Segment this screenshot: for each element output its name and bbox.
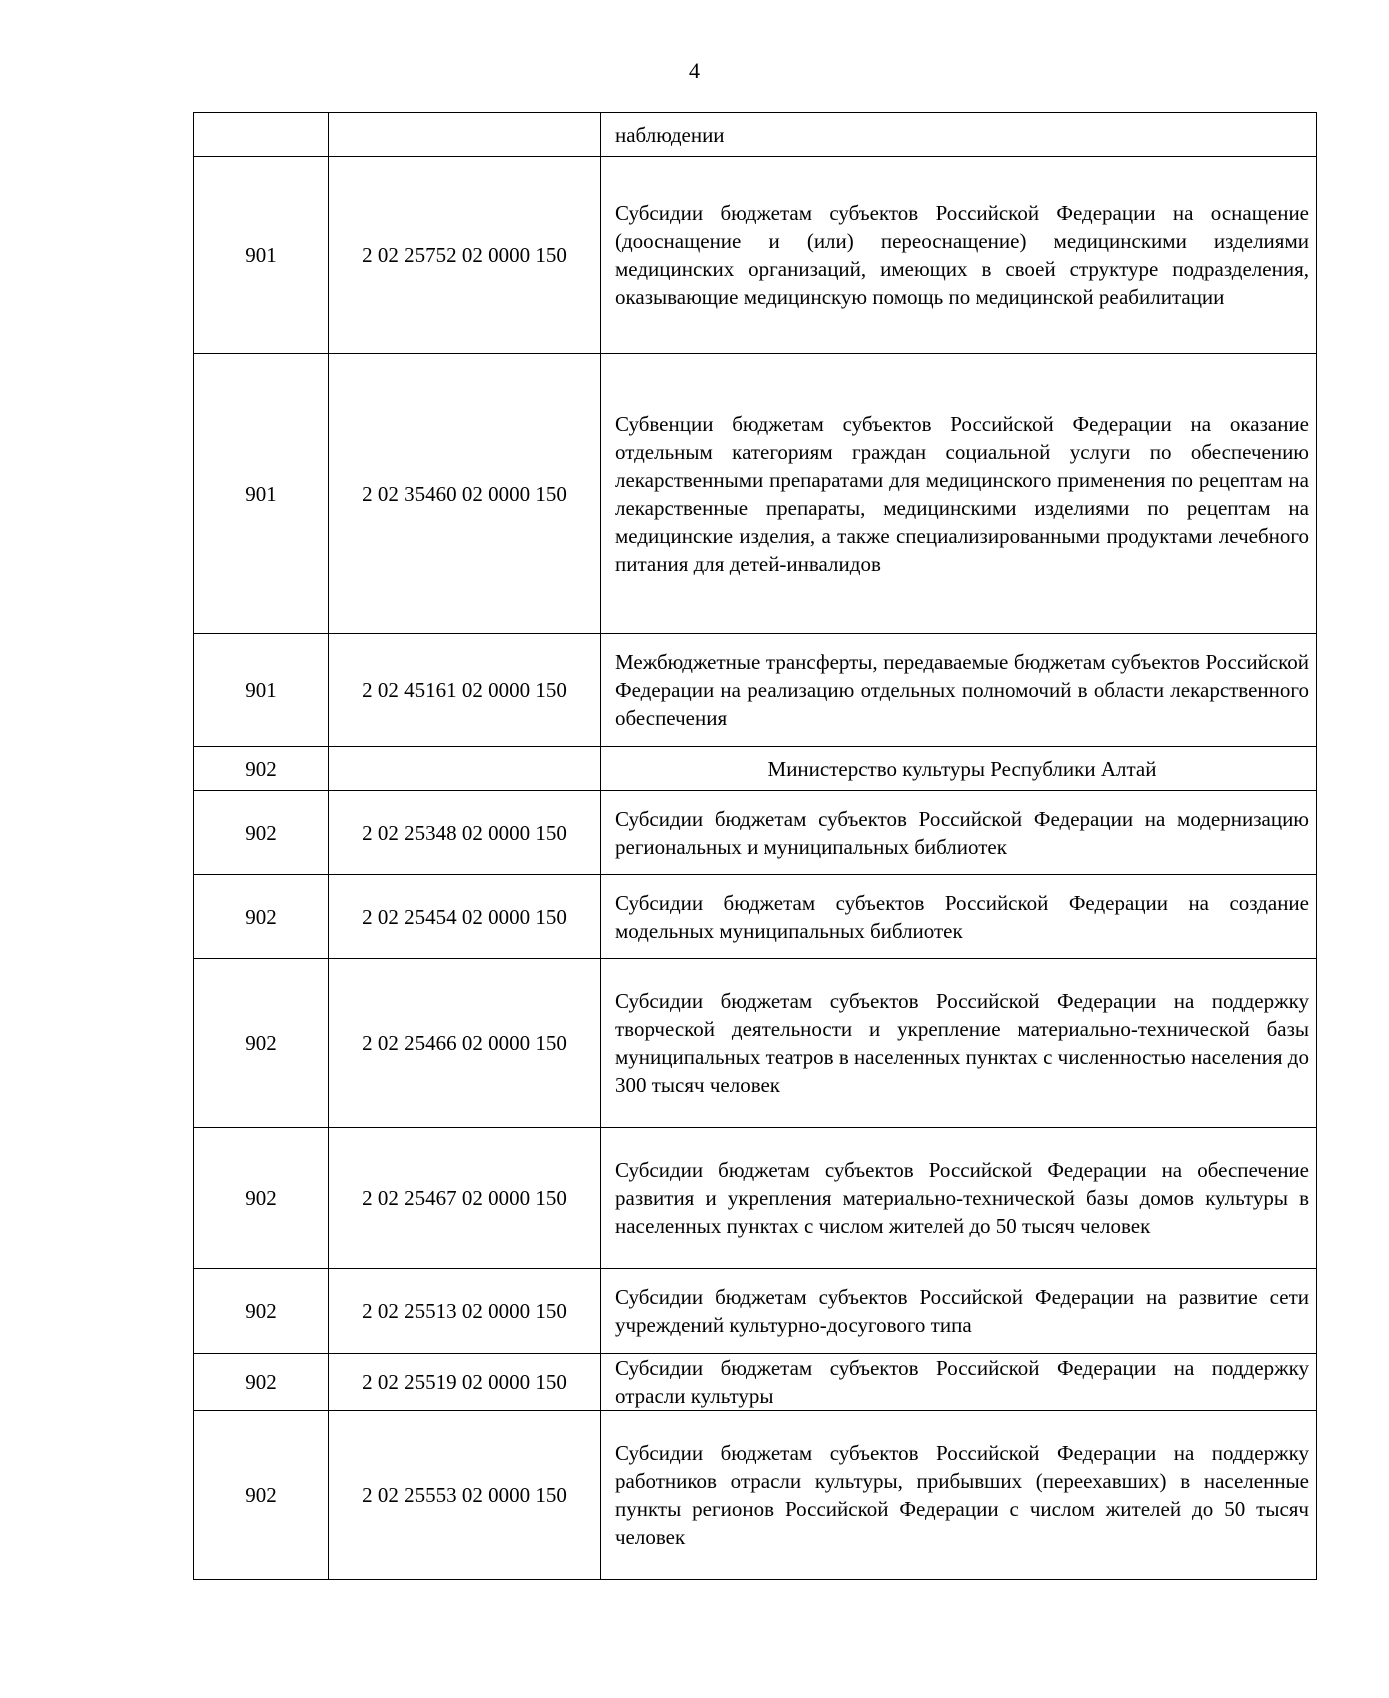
income-code-cell: 2 02 25454 02 0000 150 [329,875,601,959]
description-cell: Субсидии бюджетам субъектов Российской Федерации на поддержку отрасли культуры [601,1354,1317,1411]
description-cell: наблюдении [601,113,1317,157]
admin-code-cell: 902 [194,1411,329,1580]
description-cell: Субсидии бюджетам субъектов Российской Федерации на создание модельных муниципальных библиотек [601,875,1317,959]
table-body [194,113,1317,1580]
description-cell: Субсидии бюджетам субъектов Российской Федерации на оснащение (дооснащение и (или) переоснащение) медицинскими изделиями медицинских организаций, имеющих в своей структуре подразделения, оказывающие медицинскую помощь по медицинской реабилитации [601,157,1317,354]
admin-code-cell: 902 [194,1128,329,1269]
income-code-cell: 2 02 45161 02 0000 150 [329,634,601,747]
table-row [194,1411,1317,1580]
table-row [194,634,1317,747]
income-code-cell [329,747,601,791]
admin-code-cell [194,113,329,157]
table-row [194,1354,1317,1411]
table-row [194,1128,1317,1269]
budget-classification-table [193,112,1317,1580]
admin-code-cell: 902 [194,747,329,791]
description-cell: Субсидии бюджетам субъектов Российской Федерации на развитие сети учреждений культурно-досугового типа [601,1269,1317,1354]
admin-code-cell: 902 [194,875,329,959]
description-cell: Субсидии бюджетам субъектов Российской Федерации на поддержку работников отрасли культуры, прибывших (переехавших) в населенные пункты регионов Российской Федерации с числом жителей до 50 тысяч человек [601,1411,1317,1580]
admin-code-cell: 901 [194,634,329,747]
income-code-cell: 2 02 25752 02 0000 150 [329,157,601,354]
table-row [194,959,1317,1128]
income-code-cell: 2 02 25466 02 0000 150 [329,959,601,1128]
description-cell: Субвенции бюджетам субъектов Российской Федерации на оказание отдельным категориям граждан социальной услуги по обеспечению лекарственными препаратами для медицинского применения по рецептам на лекарственные препараты, медицинскими изделиями по рецептам на медицинские изделия, а также специализированными продуктами лечебного питания для детей-инвалидов [601,354,1317,634]
income-code-cell: 2 02 25513 02 0000 150 [329,1269,601,1354]
description-cell: Субсидии бюджетам субъектов Российской Федерации на модернизацию региональных и муниципальных библиотек [601,791,1317,875]
admin-code-cell: 902 [194,959,329,1128]
description-cell: Субсидии бюджетам субъектов Российской Федерации на поддержку творческой деятельности и укрепление материально-технической базы муниципальных театров в населенных пунктах с численностью населения до 300 тысяч человек [601,959,1317,1128]
income-code-cell [329,113,601,157]
income-code-cell: 2 02 35460 02 0000 150 [329,354,601,634]
table-row [194,875,1317,959]
table-row [194,354,1317,634]
admin-code-cell: 901 [194,354,329,634]
table-row [194,157,1317,354]
income-code-cell: 2 02 25467 02 0000 150 [329,1128,601,1269]
table-row [194,747,1317,791]
income-code-cell: 2 02 25553 02 0000 150 [329,1411,601,1580]
income-code-cell: 2 02 25348 02 0000 150 [329,791,601,875]
admin-code-cell: 902 [194,791,329,875]
description-cell: Межбюджетные трансферты, передаваемые бюджетам субъектов Российской Федерации на реализацию отдельных полномочий в области лекарственного обеспечения [601,634,1317,747]
page-number: 4 [689,58,700,83]
table-row [194,1269,1317,1354]
income-code-cell: 2 02 25519 02 0000 150 [329,1354,601,1411]
description-cell: Субсидии бюджетам субъектов Российской Федерации на обеспечение развития и укрепления материально-технической базы домов культуры в населенных пунктах с числом жителей до 50 тысяч человек [601,1128,1317,1269]
admin-code-cell: 902 [194,1354,329,1411]
admin-code-cell: 902 [194,1269,329,1354]
section-heading-cell: Министерство культуры Республики Алтай [601,747,1317,791]
table-row [194,791,1317,875]
admin-code-cell: 901 [194,157,329,354]
table-row [194,113,1317,157]
